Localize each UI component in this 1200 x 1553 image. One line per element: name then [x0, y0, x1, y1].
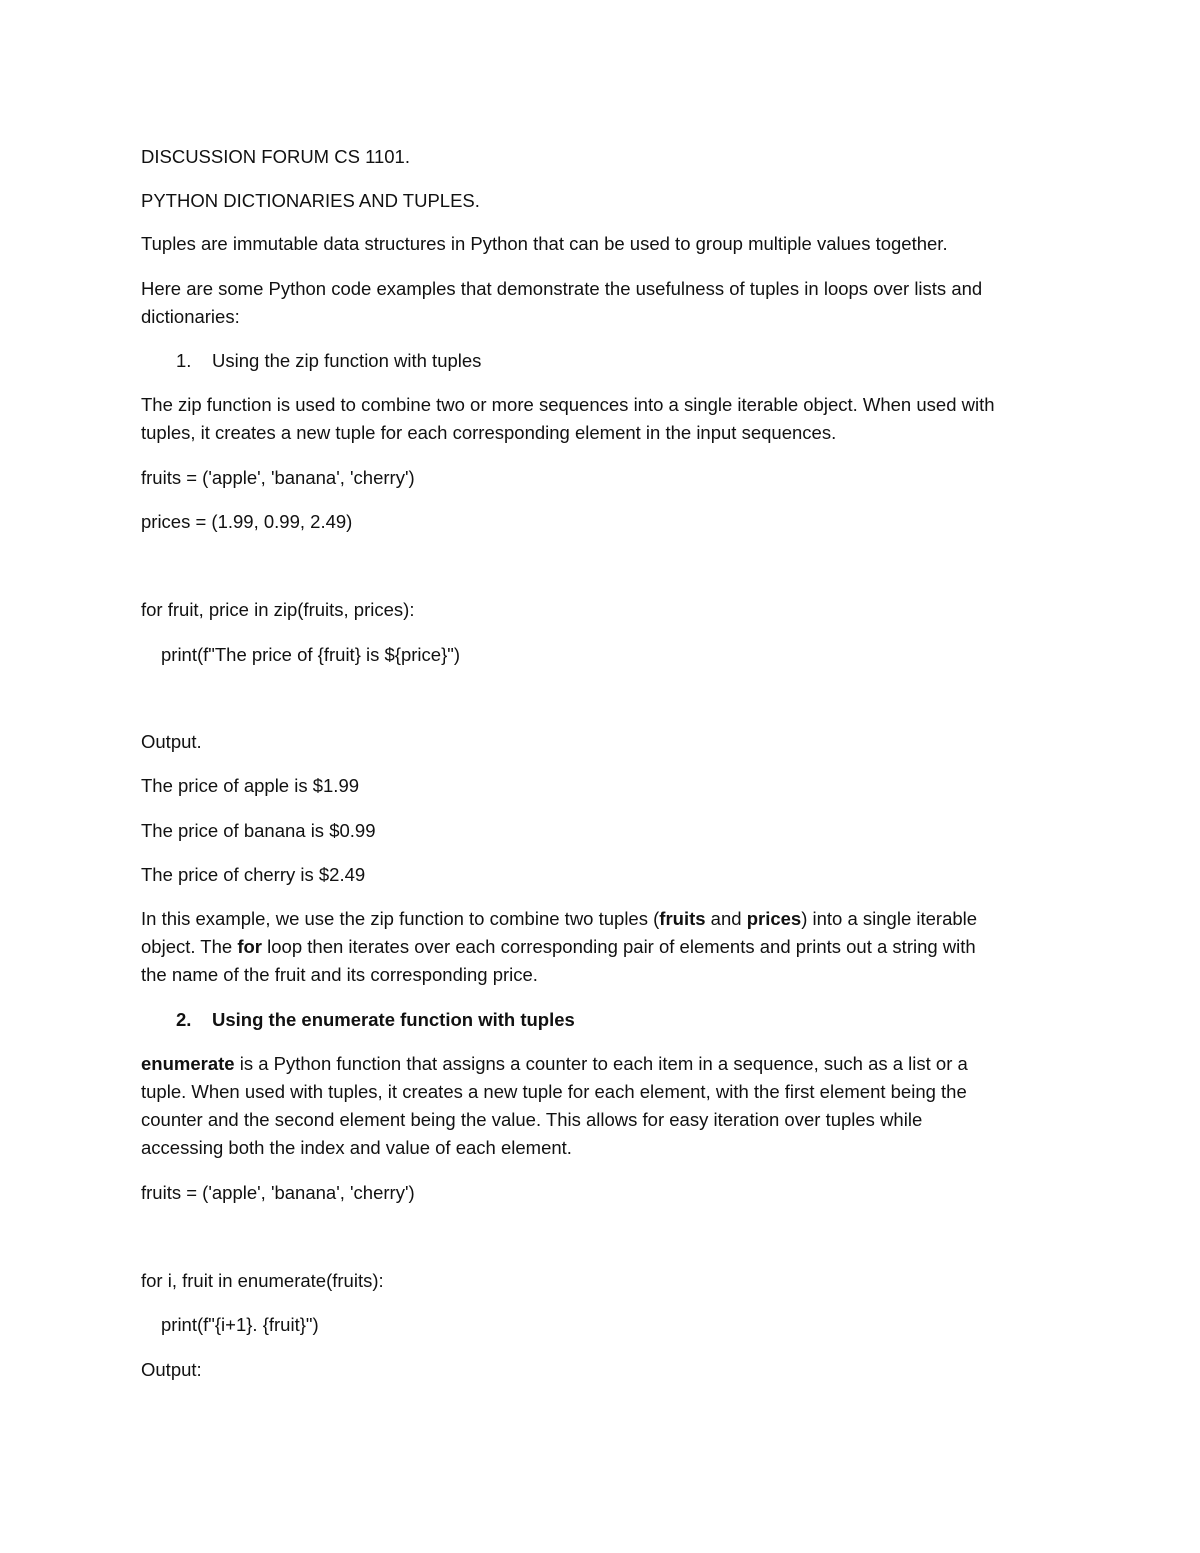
output-line: The price of cherry is $2.49 [141, 864, 366, 885]
code-line: fruits = ('apple', 'banana', 'cherry') [141, 467, 415, 488]
code-line: for fruit, price in zip(fruits, prices): [141, 599, 415, 620]
intro-paragraph: Tuples are immutable data structures in Python that can be used to group multiple values together. [141, 233, 948, 254]
explanation-text: In this example, we use the zip function to combine two tuples ( [141, 908, 660, 929]
section-2-number: 2. [176, 1009, 192, 1030]
paragraph-text: is a Python function that assigns a counter to each item in a sequence, such as a list or a [234, 1053, 968, 1074]
section-1-paragraph-line-1: The zip function is used to combine two or more sequences into a single iterable object. When used with [141, 394, 995, 415]
section-2-paragraph-line-4: accessing both the index and value of each element. [141, 1137, 572, 1158]
examples-intro-line-1: Here are some Python code examples that demonstrate the usefulness of tuples in loops over lists and [141, 278, 983, 299]
code-line: prices = (1.99, 0.99, 2.49) [141, 511, 353, 532]
document-title-line-2: PYTHON DICTIONARIES AND TUPLES. [141, 190, 480, 211]
examples-intro-line-2: dictionaries: [141, 306, 240, 327]
code-line: print(f"{i+1}. {fruit}") [161, 1314, 319, 1335]
section-2-paragraph-line-2: tuple. When used with tuples, it creates a new tuple for each element, with the first element being the [141, 1081, 967, 1102]
output-line: The price of apple is $1.99 [141, 775, 360, 796]
code-line: for i, fruit in enumerate(fruits): [141, 1270, 384, 1291]
explanation-text: loop then iterates over each corresponding pair of elements and prints out a string with [262, 936, 976, 957]
explanation-line-3: the name of the fruit and its corresponding price. [141, 964, 538, 985]
explanation-text: and [705, 908, 747, 929]
explanation-text: ) into a single iterable [801, 908, 978, 929]
explanation-line-2 [141, 933, 1071, 961]
section-1-paragraph-line-2: tuples, it creates a new tuple for each corresponding element in the input sequences. [141, 422, 837, 443]
document-title-line-1: DISCUSSION FORUM CS 1101. [141, 146, 410, 167]
section-2-paragraph-line-3: counter and the second element being the value. This allows for easy iteration over tuples while [141, 1109, 923, 1130]
output-label: Output. [141, 731, 202, 752]
output-label: Output: [141, 1359, 202, 1380]
inline-code-for: for [237, 936, 263, 957]
code-line: print(f"The price of {fruit} is ${price}") [161, 644, 460, 665]
section-2-heading: Using the enumerate function with tuples [212, 1009, 575, 1030]
section-1-number: 1. [176, 350, 192, 371]
inline-code-prices: prices [746, 908, 802, 929]
explanation-line-1 [141, 905, 1071, 933]
section-2-paragraph-line-1 [141, 1050, 1071, 1078]
explanation-text: object. The [141, 936, 238, 957]
inline-code-enumerate: enumerate [141, 1053, 235, 1074]
section-1-heading: Using the zip function with tuples [212, 350, 482, 371]
output-line: The price of banana is $0.99 [141, 820, 376, 841]
inline-code-fruits: fruits [659, 908, 706, 929]
code-line: fruits = ('apple', 'banana', 'cherry') [141, 1182, 415, 1203]
